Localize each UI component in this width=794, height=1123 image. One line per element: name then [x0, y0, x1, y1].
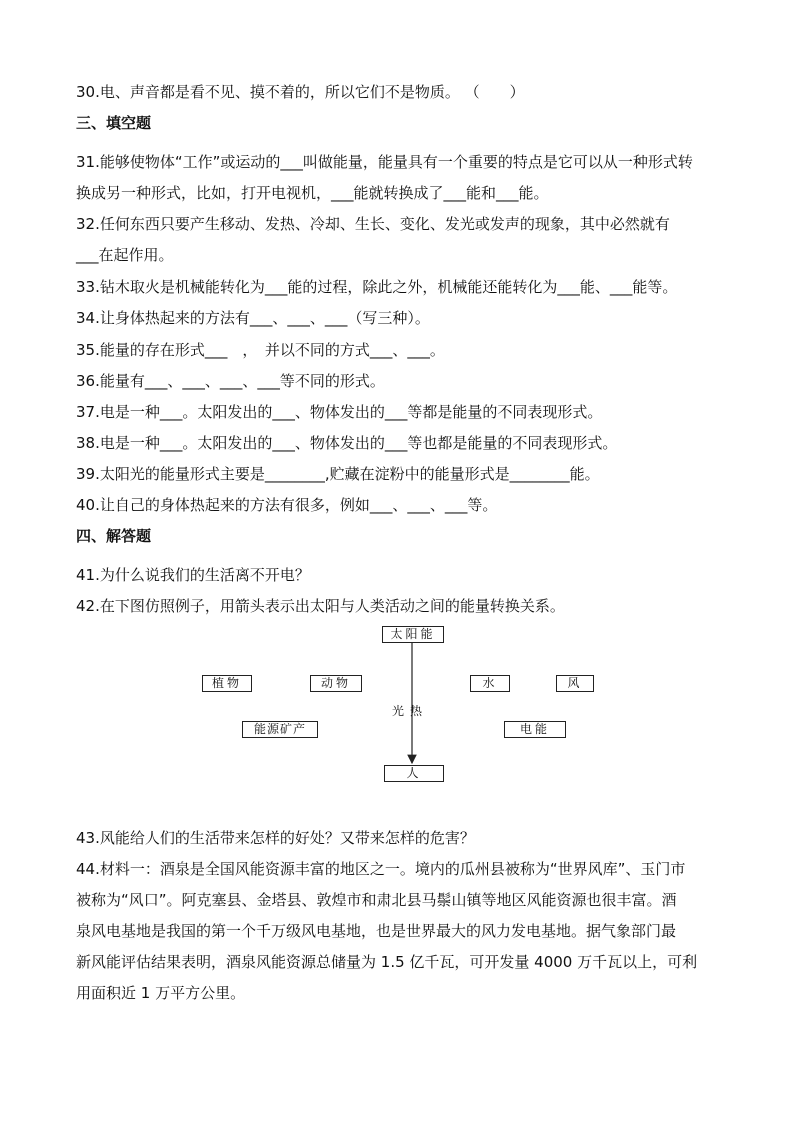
question-44-line-1: 44.材料一：酒泉是全国风能资源丰富的地区之一。境内的瓜州县被称为“世界风库”、玉门市 — [76, 860, 686, 878]
animal-box: 动物 — [310, 675, 362, 692]
water-box: 水 — [470, 675, 510, 692]
question-44-line-3: 泉风电基地是我国的第一个千万级风电基地，也是世界最大的风力发电基地。据气象部门最 — [76, 922, 677, 940]
question-35: 35.能量的存在形式___ ， 并以不同的方式___、___。 — [76, 341, 445, 359]
question-32-line-1: 32.任何东西只要产生移动、发热、冷却、生长、变化、发光或发声的现象，其中必然就有 — [76, 215, 670, 233]
question-44-line-5: 用面积近 1 万平方公里。 — [76, 984, 246, 1002]
wind-box: 风 — [556, 675, 594, 692]
energy-conversion-diagram — [190, 620, 610, 792]
question-31-line-2: 换成另一种形式，比如，打开电视机，___能就转换成了___能和___能。 — [76, 184, 549, 202]
section-3-heading: 三、填空题 — [76, 114, 152, 132]
question-37: 37.电是一种___。太阳发出的___、物体发出的___等都是能量的不同表现形式。 — [76, 403, 603, 421]
question-41: 41.为什么说我们的生活离不开电？ — [76, 566, 310, 584]
light-heat-label: 光热 — [392, 704, 429, 718]
question-30: 30.电、声音都是看不见、摸不着的，所以它们不是物质。 （ ） — [76, 83, 525, 101]
question-39: 39.太阳光的能量形式主要是________,贮藏在淀粉中的能量形式是________能。 — [76, 465, 600, 483]
question-38: 38.电是一种___。太阳发出的___、物体发出的___等也都是能量的不同表现形式。 — [76, 434, 618, 452]
plant-box: 植物 — [202, 675, 252, 692]
question-33: 33.钻木取火是机械能转化为___能的过程，除此之外，机械能还能转化为___能、___能等。 — [76, 278, 678, 296]
question-32-line-2: ___在起作用。 — [76, 246, 174, 264]
question-36: 36.能量有___、___、___、___等不同的形式。 — [76, 372, 385, 390]
sun-energy-box: 太阳能 — [382, 626, 444, 643]
question-42: 42.在下图仿照例子，用箭头表示出太阳与人类活动之间的能量转换关系。 — [76, 597, 565, 615]
section-4-heading: 四、解答题 — [76, 527, 152, 545]
question-40: 40.让自己的身体热起来的方法有很多，例如___、___、___等。 — [76, 496, 498, 514]
question-44-line-4: 新风能评估结果表明，酒泉风能资源总储量为 1.5 亿千瓦，可开发量 4000 万千瓦以上，可利 — [76, 953, 698, 971]
question-44-line-2: 被称为“风口”。阿克塞县、金塔县、敦煌市和肃北县马鬃山镇等地区风能资源也很丰富。酒 — [76, 891, 677, 909]
question-31-line-1: 31.能够使物体“工作”或运动的___叫做能量，能量具有一个重要的特点是它可以从一种形式转 — [76, 153, 693, 171]
question-43: 43.风能给人们的生活带来怎样的好处？又带来怎样的危害？ — [76, 829, 475, 847]
electric-energy-box: 电能 — [504, 721, 566, 738]
question-34: 34.让身体热起来的方法有___、___、___（写三种）。 — [76, 309, 430, 327]
mineral-energy-box: 能源矿产 — [242, 721, 318, 738]
person-box: 人 — [384, 765, 444, 782]
